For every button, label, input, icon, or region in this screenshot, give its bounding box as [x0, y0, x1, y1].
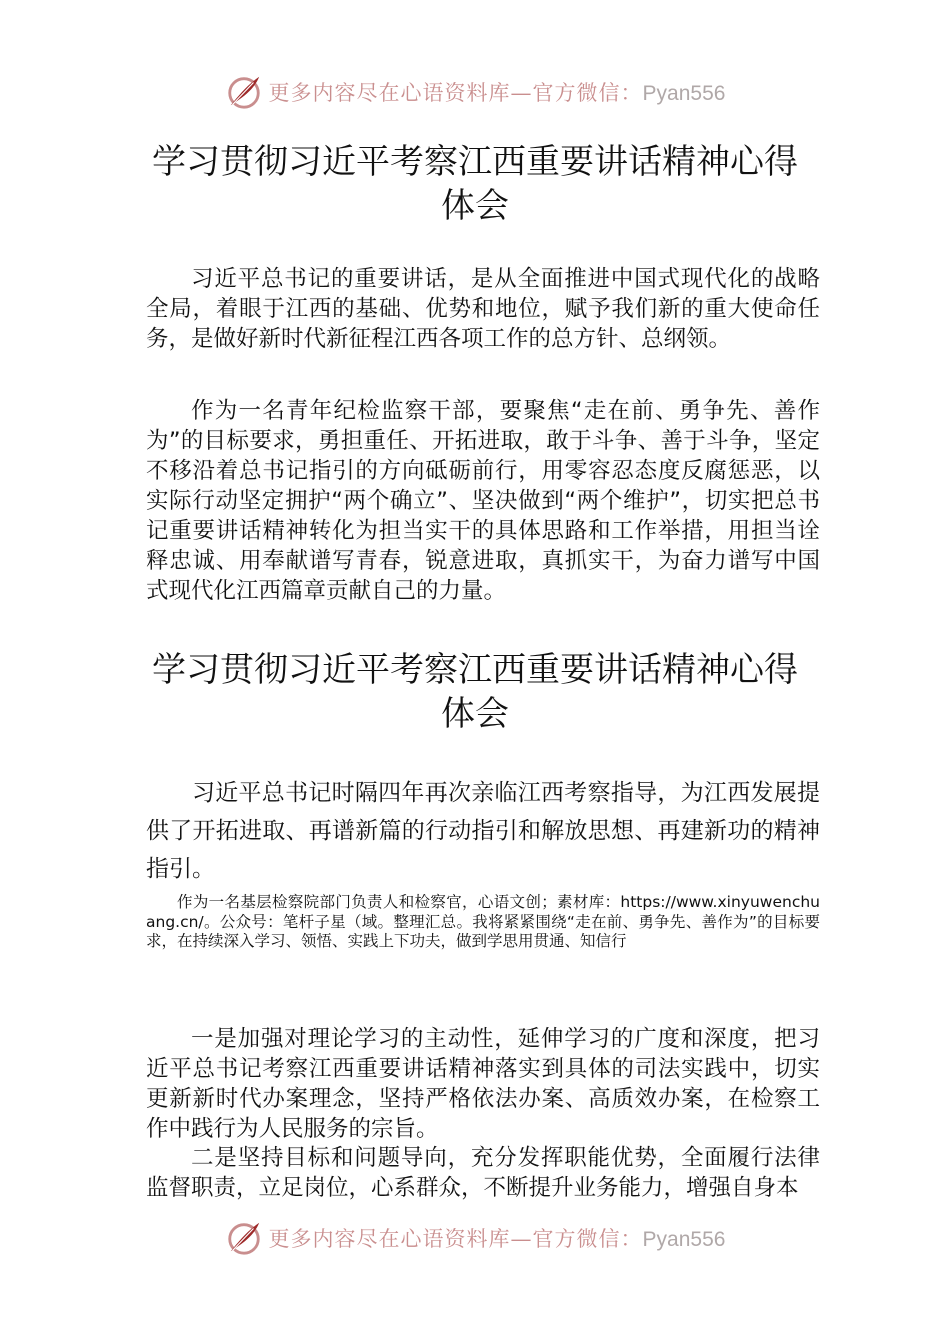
article2-paragraph-2: 作为一名基层检察院部门负责人和检察官，心语文创；素材库：https://www.xinyuwenchuang.cn/。公众号：笔杆子星（域。整理汇总。我将紧紧围绕“走在前、勇争先、善作为”的目标要求，在持续深入学习、领悟、实践上下功夫，做到学思用贯通、知信行 — [146, 893, 820, 950]
article2-paragraph-3: 一是加强对理论学习的主动性，延伸学习的广度和深度，把习近平总书记考察江西重要讲话精神落实到具体的司法实践中，切实更新新时代办案理念，坚持严格依法办案、高质效办案，在检察工作中践行为人民服务的宗旨。 — [146, 1026, 820, 1142]
quill-logo-icon — [225, 1219, 263, 1257]
article2-paragraph-4: 二是坚持目标和问题导向，充分发挥职能优势，全面履行法律监督职责，立足岗位，心系群众，不断提升业务能力，增强自身本 — [146, 1145, 820, 1201]
footer-wechat-id: Pyan556 — [642, 1228, 726, 1251]
header-banner-text — [269, 77, 726, 107]
header-promo-text: 更多内容尽在心语资料库—官方微信： — [268, 81, 643, 105]
footer-promo-text: 更多内容尽在心语资料库—官方微信： — [268, 1227, 643, 1251]
article1-paragraph-1: 习近平总书记的重要讲话，是从全面推进中国式现代化的战略全局，着眼于江西的基础、优势和地位，赋予我们新的重大使命任务，是做好新时代新征程江西各项工作的总方针、总纲领。 — [146, 266, 820, 352]
article1-title: 学习贯彻习近平考察江西重要讲话精神心得体会 — [152, 142, 798, 226]
article2-paragraph-1: 习近平总书记时隔四年再次亲临江西考察指导，为江西发展提供了开拓进取、再谱新篇的行动指引和解放思想、再建新功的精神指引。 — [146, 780, 820, 882]
footer-banner-text — [269, 1223, 726, 1253]
article1-paragraph-2: 作为一名青年纪检监察干部，要聚焦“走在前、勇争先、善作为”的目标要求，勇担重任、开拓进取，敢于斗争、善于斗争，坚定不移沿着总书记指引的方向砥砺前行，用零容忍态度反腐惩恶，以实际行动坚定拥护“两个确立”、坚决做到“两个维护”，切实把总书记重要讲话精神转化为担当实干的具体思路和工作举措，用担当诠释忠诚、用奉献谱写青春，锐意进取，真抓实干，为奋力谱写中国式现代化江西篇章贡献自己的力量。 — [146, 398, 820, 604]
header-wechat-id: Pyan556 — [642, 82, 726, 105]
footer-banner — [0, 1218, 950, 1258]
quill-logo-icon — [225, 73, 263, 111]
article2-title: 学习贯彻习近平考察江西重要讲话精神心得体会 — [152, 650, 798, 734]
header-banner — [0, 72, 950, 112]
